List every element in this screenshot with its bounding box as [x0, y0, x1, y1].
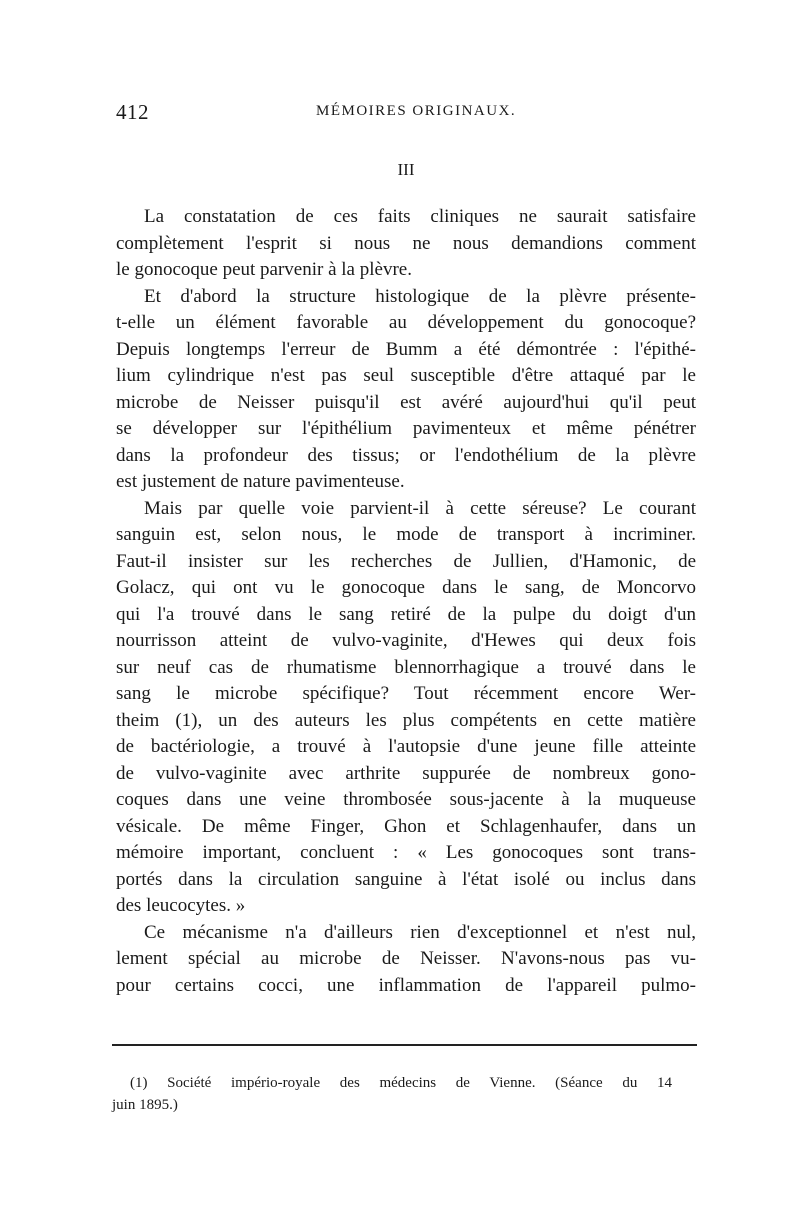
text-line: complètement l'esprit si nous ne nous demandions comment	[116, 232, 696, 254]
text-line: de bactériologie, a trouvé à l'autopsie d'une jeune fille atteinte	[116, 736, 696, 757]
footnote-line: (1) Société império-royale des médecins de Vienne. (Séance du 14	[130, 1075, 672, 1091]
text-line: Et d'abord la structure histologique de la plèvre présente-	[144, 285, 696, 307]
text-line: Golacz, qui ont vu le gonocoque dans le sang, de Moncorvo	[116, 577, 696, 598]
text-line: vésicale. De même Finger, Ghon et Schlagenhaufer, dans un	[116, 815, 696, 837]
page-number: 412	[116, 100, 149, 124]
footnotes	[112, 1072, 672, 1116]
text-line: sur neuf cas de rhumatisme blennorrhagique a trouvé dans le	[116, 656, 696, 678]
text-line: se développer sur l'épithélium pavimenteux et même pénétrer	[116, 418, 696, 439]
text-line: nourrisson atteint de vulvo-vaginite, d'Hewes qui deux fois	[116, 630, 696, 651]
text-line: des leucocytes. »	[116, 895, 246, 916]
text-line: Mais par quelle voie parvient-il à cette séreuse? Le courant	[144, 497, 696, 519]
text-line: de vulvo-vaginite avec arthrite suppurée de nombreux gono-	[116, 762, 696, 784]
footnote-rule	[112, 1044, 697, 1046]
text-line: pour certains cocci, une inflammation de l'appareil pulmo-	[116, 974, 696, 996]
text-line: coques dans une veine thrombosée sous-jacente à la muqueuse	[116, 789, 696, 810]
text-line: microbe de Neisser puisqu'il est avéré aujourd'hui qu'il peut	[116, 391, 696, 413]
text-line: est justement de nature pavimenteuse.	[116, 471, 405, 492]
text-line: theim (1), un des auteurs les plus compétents en cette matière	[116, 709, 696, 731]
text-line: sang le microbe spécifique? Tout récemment encore Wer-	[116, 683, 696, 704]
text-line: mémoire important, concluent : « Les gonocoques sont trans-	[116, 842, 696, 863]
text-line: t-elle un élément favorable au développement du gonocoque?	[116, 312, 696, 333]
text-line: Faut-il insister sur les recherches de Jullien, d'Hamonic, de	[116, 550, 696, 572]
running-head: MÉMOIRES ORIGINAUX.	[316, 103, 517, 119]
footnote-line: juin 1895.)	[112, 1097, 178, 1113]
text-line: lement spécial au microbe de Neisser. N'avons-nous pas vu-	[116, 948, 696, 969]
text-line: dans la profondeur des tissus; or l'endothélium de la plèvre	[116, 444, 696, 466]
text-line: Ce mécanisme n'a d'ailleurs rien d'exceptionnel et n'est nul,	[144, 921, 696, 943]
text-line: Depuis longtemps l'erreur de Bumm a été démontrée : l'épithé-	[116, 338, 696, 360]
body-text	[116, 204, 696, 999]
text-line: le gonocoque peut parvenir à la plèvre.	[116, 259, 412, 280]
text-line: qui l'a trouvé dans le sang retiré de la pulpe du doigt d'un	[116, 603, 696, 625]
section-number: III	[397, 160, 415, 179]
text-line: La constatation de ces faits cliniques ne saurait satisfaire	[144, 206, 696, 227]
page-header	[116, 100, 696, 130]
text-line: sanguin est, selon nous, le mode de transport à incriminer.	[116, 524, 696, 545]
text-line: lium cylindrique n'est pas seul susceptible d'être attaqué par le	[116, 365, 696, 386]
text-line: portés dans la circulation sanguine à l'état isolé ou inclus dans	[116, 868, 696, 890]
